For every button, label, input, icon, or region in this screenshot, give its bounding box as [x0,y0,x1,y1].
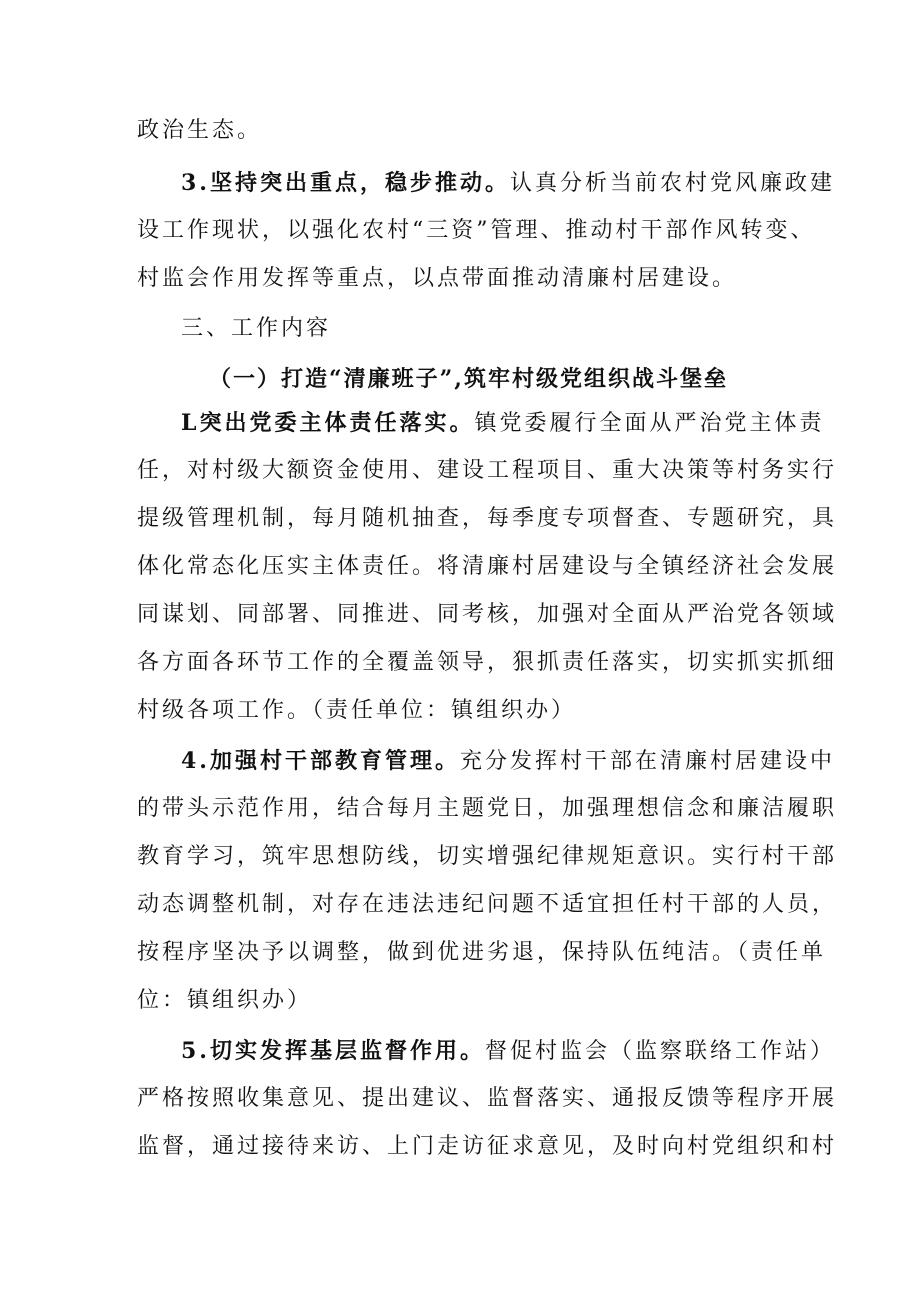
paragraph-line [137,451,838,491]
line-text: 按程序坚决予以调整，做到优进劣退，保持队伍纯洁。（责任单 [137,940,827,965]
paragraph-line [137,211,816,251]
paragraph-line [137,789,838,829]
paragraph-heading: 5.切实发挥基层监督作用。 [181,1038,485,1064]
line-text: 监督，通过接待来访、上门走访征求意见，及时向村党组织和村 [137,1134,838,1159]
paragraph-line [137,981,797,1021]
line-text: 教育学习，筑牢思想防线，切实增强纪律规矩意识。实行村干部 [137,844,838,869]
line-text: 动态调整机制，对存在违法违纪问题不适宜担任村干部的人员， [137,892,838,917]
paragraph-line [137,259,797,299]
paragraph-line [137,499,838,539]
paragraph-line [137,547,838,587]
line-text: 三、工作内容 [181,316,332,341]
paragraph-line [137,595,838,635]
line-text: 的带头示范作用，结合每月主题党日，加强理想信念和廉洁履职 [137,796,838,821]
paragraph-line [181,403,825,443]
line-text: 镇党委履行全面从严治党主体责 [474,411,825,436]
paragraph-line [137,691,797,731]
paragraph-line [137,1079,838,1119]
paragraph-line [181,1031,835,1071]
paragraph-line [181,163,835,203]
paragraph-line [137,885,838,925]
line-text: 认真分析当前农村党风廉政建 [509,171,835,196]
paragraph-line [137,837,838,877]
line-text: 严格按照收集意见、提出建议、监督落实、通报反馈等程序开展 [137,1086,838,1111]
paragraph-line [137,643,838,683]
paragraph-line [137,933,827,973]
line-text: 督促村监会（监察联络工作站） [484,1039,835,1064]
line-text: 任，对村级大额资金使用、建设工程项目、重大决策等村务实行 [137,458,838,483]
paragraph-line [181,741,835,781]
line-text: 设工作现状，以强化农村“三资”管理、推动村干部作风转变、 [137,218,816,243]
line-text: 各方面各环节工作的全覆盖领导，狠抓责任落实，切实抓实抓细 [137,650,838,675]
line-text: 位：镇组织办） [137,988,313,1013]
subsection-heading [209,359,769,399]
paragraph-heading: 3.坚持突出重点，稳步推动。 [181,170,510,196]
paragraph-heading: 4.加强村干部教育管理。 [181,748,460,774]
paragraph-line [137,1127,838,1167]
line-text: （一）打造“清廉班子”,筑牢村级党组织战斗堡垒 [209,366,728,392]
section-heading [181,309,797,349]
paragraph-heading: L突出党委主体责任落实。 [181,410,475,436]
line-text: 同谋划、同部署、同推进、同考核，加强对全面从严治党各领域 [137,602,838,627]
line-text: 政治生态。 [137,118,263,143]
line-text: 体化常态化压实主体责任。将清廉村居建设与全镇经济社会发展 [137,554,838,579]
line-text: 充分发挥村干部在清廉村居建设中 [459,749,835,774]
line-text: 村监会作用发挥等重点，以点带面推动清廉村居建设。 [137,266,738,291]
paragraph-line [137,111,797,151]
line-text: 村级各项工作。（责任单位：镇组织办） [137,698,577,723]
line-text: 提级管理机制，每月随机抽查，每季度专项督查、专题研究，具 [137,506,838,531]
